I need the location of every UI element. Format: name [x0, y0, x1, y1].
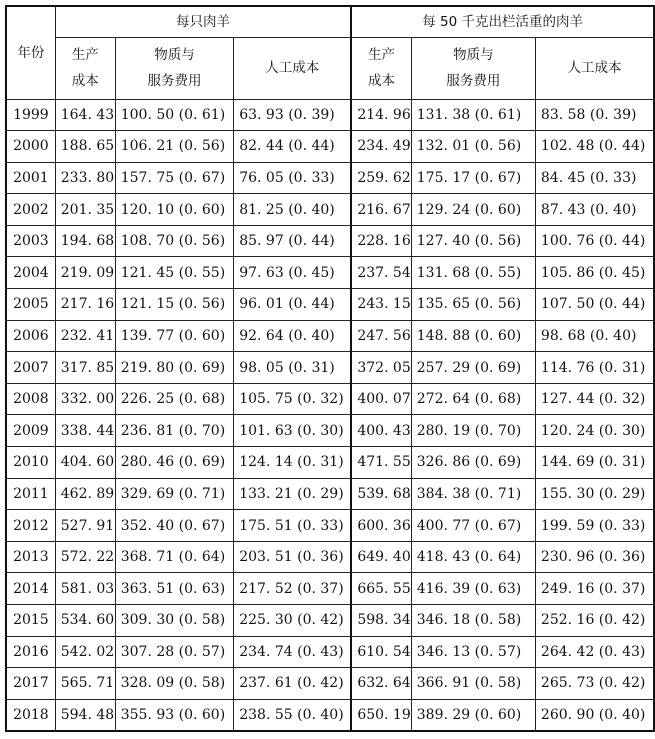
header-group-per-sheep: 每只肉羊 — [55, 6, 351, 37]
cell-year: 2015 — [6, 605, 55, 637]
cell-material-service: 226. 25 (0. 68) — [115, 383, 234, 415]
table-row — [6, 510, 654, 542]
cell-labor-cost: 96. 01 (0. 44) — [234, 289, 352, 321]
cell-material-service-50kg: 132. 01 (0. 56) — [411, 131, 535, 163]
cell-production-cost: 594. 48 — [55, 699, 115, 731]
cell-material-service: 355. 93 (0. 60) — [115, 699, 234, 731]
cell-production-cost: 534. 60 — [55, 605, 115, 637]
cell-material-service-50kg: 418. 43 (0. 64) — [411, 541, 535, 573]
cell-production-cost-50kg: 400. 43 — [351, 415, 411, 447]
table-row — [6, 352, 654, 384]
cell-material-service: 100. 50 (0. 61) — [115, 99, 234, 131]
cell-labor-cost-50kg: 199. 59 (0. 33) — [535, 510, 654, 542]
cell-labor-cost: 98. 05 (0. 31) — [234, 352, 352, 384]
cell-production-cost: 164. 43 — [55, 99, 115, 131]
cell-labor-cost-50kg: 260. 90 (0. 40) — [535, 699, 654, 731]
cell-production-cost: 194. 68 — [55, 225, 115, 257]
cell-year: 2004 — [6, 257, 55, 289]
cell-production-cost-50kg: 216. 67 — [351, 194, 411, 226]
cell-labor-cost: 81. 25 (0. 40) — [234, 194, 352, 226]
cell-production-cost: 404. 60 — [55, 447, 115, 479]
cell-production-cost-50kg: 214. 96 — [351, 99, 411, 131]
table-row — [6, 383, 654, 415]
cell-production-cost-50kg: 471. 55 — [351, 447, 411, 479]
cell-material-service: 352. 40 (0. 67) — [115, 510, 234, 542]
header-production-cost-line1: 生产 — [71, 47, 99, 63]
cell-production-cost: 317. 85 — [55, 352, 115, 384]
cell-material-service-50kg: 400. 77 (0. 67) — [411, 510, 535, 542]
cell-material-service: 309. 30 (0. 58) — [115, 605, 234, 637]
cell-labor-cost: 124. 14 (0. 31) — [234, 447, 352, 479]
cell-labor-cost: 82. 44 (0. 44) — [234, 131, 352, 163]
cell-labor-cost-50kg: 98. 68 (0. 40) — [535, 320, 654, 352]
cell-material-service-50kg: 389. 29 (0. 60) — [411, 699, 535, 731]
header-production-cost-2-line2: 成本 — [368, 73, 396, 89]
cell-production-cost: 542. 02 — [55, 636, 115, 668]
cell-year: 2011 — [6, 478, 55, 510]
cell-material-service: 121. 45 (0. 55) — [115, 257, 234, 289]
cell-labor-cost: 85. 97 (0. 44) — [234, 225, 352, 257]
cell-labor-cost-50kg: 127. 44 (0. 32) — [535, 383, 654, 415]
cell-production-cost-50kg: 650. 19 — [351, 699, 411, 731]
cell-labor-cost: 105. 75 (0. 32) — [234, 383, 352, 415]
cell-labor-cost: 217. 52 (0. 37) — [234, 573, 352, 605]
cell-production-cost-50kg: 372. 05 — [351, 352, 411, 384]
cell-production-cost: 581. 03 — [55, 573, 115, 605]
cell-year: 2006 — [6, 320, 55, 352]
table-row — [6, 447, 654, 479]
header-material-service-line1: 物质与 — [154, 47, 195, 63]
cell-material-service-50kg: 129. 24 (0. 60) — [411, 194, 535, 226]
cell-production-cost: 332. 00 — [55, 383, 115, 415]
cell-production-cost-50kg: 539. 68 — [351, 478, 411, 510]
cell-year: 2002 — [6, 194, 55, 226]
cell-production-cost-50kg: 665. 55 — [351, 573, 411, 605]
table-row — [6, 99, 654, 131]
cell-labor-cost-50kg: 144. 69 (0. 31) — [535, 447, 654, 479]
cell-labor-cost: 237. 61 (0. 42) — [234, 668, 352, 700]
header-production-cost-2 — [351, 37, 411, 99]
cell-year: 2000 — [6, 131, 55, 163]
cell-production-cost-50kg: 632. 64 — [351, 668, 411, 700]
cell-material-service-50kg: 280. 19 (0. 70) — [411, 415, 535, 447]
cell-labor-cost-50kg: 84. 45 (0. 33) — [535, 162, 654, 194]
table-row — [6, 225, 654, 257]
cell-material-service: 120. 10 (0. 60) — [115, 194, 234, 226]
cell-production-cost-50kg: 234. 49 — [351, 131, 411, 163]
cell-production-cost-50kg: 259. 62 — [351, 162, 411, 194]
cell-material-service-50kg: 346. 13 (0. 57) — [411, 636, 535, 668]
cell-year: 2009 — [6, 415, 55, 447]
cell-material-service: 219. 80 (0. 69) — [115, 352, 234, 384]
table-header — [6, 6, 654, 99]
cell-year: 2014 — [6, 573, 55, 605]
table-row — [6, 257, 654, 289]
cell-material-service-50kg: 131. 68 (0. 55) — [411, 257, 535, 289]
cell-production-cost-50kg: 228. 16 — [351, 225, 411, 257]
header-production-cost — [55, 37, 115, 99]
cell-labor-cost-50kg: 105. 86 (0. 45) — [535, 257, 654, 289]
cell-material-service-50kg: 346. 18 (0. 58) — [411, 605, 535, 637]
cell-production-cost: 572. 22 — [55, 541, 115, 573]
cell-labor-cost-50kg: 265. 73 (0. 42) — [535, 668, 654, 700]
cell-material-service: 106. 21 (0. 56) — [115, 131, 234, 163]
table-row — [6, 636, 654, 668]
cell-year: 2016 — [6, 636, 55, 668]
header-year: 年份 — [6, 6, 55, 99]
header-material-service-line2: 服务费用 — [147, 73, 202, 89]
table-row — [6, 162, 654, 194]
table-row — [6, 131, 654, 163]
cell-material-service: 363. 51 (0. 63) — [115, 573, 234, 605]
cell-production-cost: 233. 80 — [55, 162, 115, 194]
cell-material-service-50kg: 131. 38 (0. 61) — [411, 99, 535, 131]
header-material-service-2 — [411, 37, 535, 99]
cell-production-cost: 219. 09 — [55, 257, 115, 289]
cell-material-service: 157. 75 (0. 67) — [115, 162, 234, 194]
cell-year: 2003 — [6, 225, 55, 257]
header-production-cost-line2: 成本 — [71, 73, 99, 89]
table-row — [6, 573, 654, 605]
cell-material-service-50kg: 366. 91 (0. 58) — [411, 668, 535, 700]
table-row — [6, 289, 654, 321]
cell-labor-cost-50kg: 83. 58 (0. 39) — [535, 99, 654, 131]
cell-year: 2001 — [6, 162, 55, 194]
cell-production-cost: 201. 35 — [55, 194, 115, 226]
cell-labor-cost: 133. 21 (0. 29) — [234, 478, 352, 510]
cell-production-cost: 565. 71 — [55, 668, 115, 700]
cell-material-service: 328. 09 (0. 58) — [115, 668, 234, 700]
table-row — [6, 668, 654, 700]
header-labor-cost-2: 人工成本 — [535, 37, 654, 99]
table-row — [6, 605, 654, 637]
cell-production-cost-50kg: 400. 07 — [351, 383, 411, 415]
header-labor-cost: 人工成本 — [234, 37, 352, 99]
cell-labor-cost-50kg: 155. 30 (0. 29) — [535, 478, 654, 510]
cell-material-service: 108. 70 (0. 56) — [115, 225, 234, 257]
cell-production-cost: 188. 65 — [55, 131, 115, 163]
cell-year: 2018 — [6, 699, 55, 731]
table-row — [6, 415, 654, 447]
cell-production-cost-50kg: 649. 40 — [351, 541, 411, 573]
cell-production-cost-50kg: 247. 56 — [351, 320, 411, 352]
cell-material-service: 280. 46 (0. 69) — [115, 447, 234, 479]
cell-labor-cost: 234. 74 (0. 43) — [234, 636, 352, 668]
header-material-service-2-line2: 服务费用 — [446, 73, 501, 89]
cell-production-cost-50kg: 243. 15 — [351, 289, 411, 321]
cell-labor-cost: 101. 63 (0. 30) — [234, 415, 352, 447]
cell-production-cost-50kg: 598. 34 — [351, 605, 411, 637]
cell-material-service-50kg: 272. 64 (0. 68) — [411, 383, 535, 415]
cell-year: 2012 — [6, 510, 55, 542]
cell-labor-cost-50kg: 87. 43 (0. 40) — [535, 194, 654, 226]
cell-material-service: 329. 69 (0. 71) — [115, 478, 234, 510]
cell-production-cost: 527. 91 — [55, 510, 115, 542]
cell-material-service-50kg: 148. 88 (0. 60) — [411, 320, 535, 352]
table-row — [6, 194, 654, 226]
cell-labor-cost: 97. 63 (0. 45) — [234, 257, 352, 289]
cell-labor-cost-50kg: 249. 16 (0. 37) — [535, 573, 654, 605]
cell-labor-cost: 238. 55 (0. 40) — [234, 699, 352, 731]
cell-production-cost: 338. 44 — [55, 415, 115, 447]
cell-material-service: 368. 71 (0. 64) — [115, 541, 234, 573]
cell-labor-cost-50kg: 100. 76 (0. 44) — [535, 225, 654, 257]
cell-material-service-50kg: 127. 40 (0. 56) — [411, 225, 535, 257]
cell-labor-cost: 92. 64 (0. 40) — [234, 320, 352, 352]
cell-material-service-50kg: 257. 29 (0. 69) — [411, 352, 535, 384]
cell-year: 2005 — [6, 289, 55, 321]
table-row — [6, 699, 654, 731]
cell-labor-cost: 225. 30 (0. 42) — [234, 605, 352, 637]
cell-production-cost-50kg: 237. 54 — [351, 257, 411, 289]
header-group-per-50kg: 每 50 千克出栏活重的肉羊 — [351, 6, 654, 37]
cell-labor-cost: 63. 93 (0. 39) — [234, 99, 352, 131]
cell-labor-cost-50kg: 264. 42 (0. 43) — [535, 636, 654, 668]
cell-production-cost-50kg: 600. 36 — [351, 510, 411, 542]
cell-labor-cost-50kg: 252. 16 (0. 42) — [535, 605, 654, 637]
table-body — [6, 99, 654, 731]
cell-production-cost-50kg: 610. 54 — [351, 636, 411, 668]
table-row — [6, 541, 654, 573]
cell-labor-cost-50kg: 114. 76 (0. 31) — [535, 352, 654, 384]
header-material-service — [115, 37, 234, 99]
cell-material-service-50kg: 135. 65 (0. 56) — [411, 289, 535, 321]
cell-labor-cost-50kg: 230. 96 (0. 36) — [535, 541, 654, 573]
cell-year: 2017 — [6, 668, 55, 700]
cell-labor-cost-50kg: 102. 48 (0. 44) — [535, 131, 654, 163]
cell-year: 2013 — [6, 541, 55, 573]
header-production-cost-2-line1: 生产 — [368, 47, 396, 63]
cell-material-service-50kg: 416. 39 (0. 63) — [411, 573, 535, 605]
cell-production-cost: 232. 41 — [55, 320, 115, 352]
cell-year: 2010 — [6, 447, 55, 479]
cell-labor-cost: 76. 05 (0. 33) — [234, 162, 352, 194]
header-material-service-2-line1: 物质与 — [453, 47, 494, 63]
cell-material-service: 121. 15 (0. 56) — [115, 289, 234, 321]
cell-year: 1999 — [6, 99, 55, 131]
cell-production-cost: 462. 89 — [55, 478, 115, 510]
cell-material-service-50kg: 326. 86 (0. 69) — [411, 447, 535, 479]
cell-production-cost: 217. 16 — [55, 289, 115, 321]
cell-material-service: 307. 28 (0. 57) — [115, 636, 234, 668]
cell-material-service-50kg: 384. 38 (0. 71) — [411, 478, 535, 510]
cell-material-service-50kg: 175. 17 (0. 67) — [411, 162, 535, 194]
cost-table-container — [5, 5, 655, 732]
table-row — [6, 478, 654, 510]
cell-material-service: 139. 77 (0. 60) — [115, 320, 234, 352]
cell-year: 2007 — [6, 352, 55, 384]
cost-table — [5, 5, 655, 732]
cell-labor-cost-50kg: 120. 24 (0. 30) — [535, 415, 654, 447]
cell-labor-cost: 175. 51 (0. 33) — [234, 510, 352, 542]
table-row — [6, 320, 654, 352]
cell-year: 2008 — [6, 383, 55, 415]
cell-labor-cost: 203. 51 (0. 36) — [234, 541, 352, 573]
cell-labor-cost-50kg: 107. 50 (0. 44) — [535, 289, 654, 321]
cell-material-service: 236. 81 (0. 70) — [115, 415, 234, 447]
